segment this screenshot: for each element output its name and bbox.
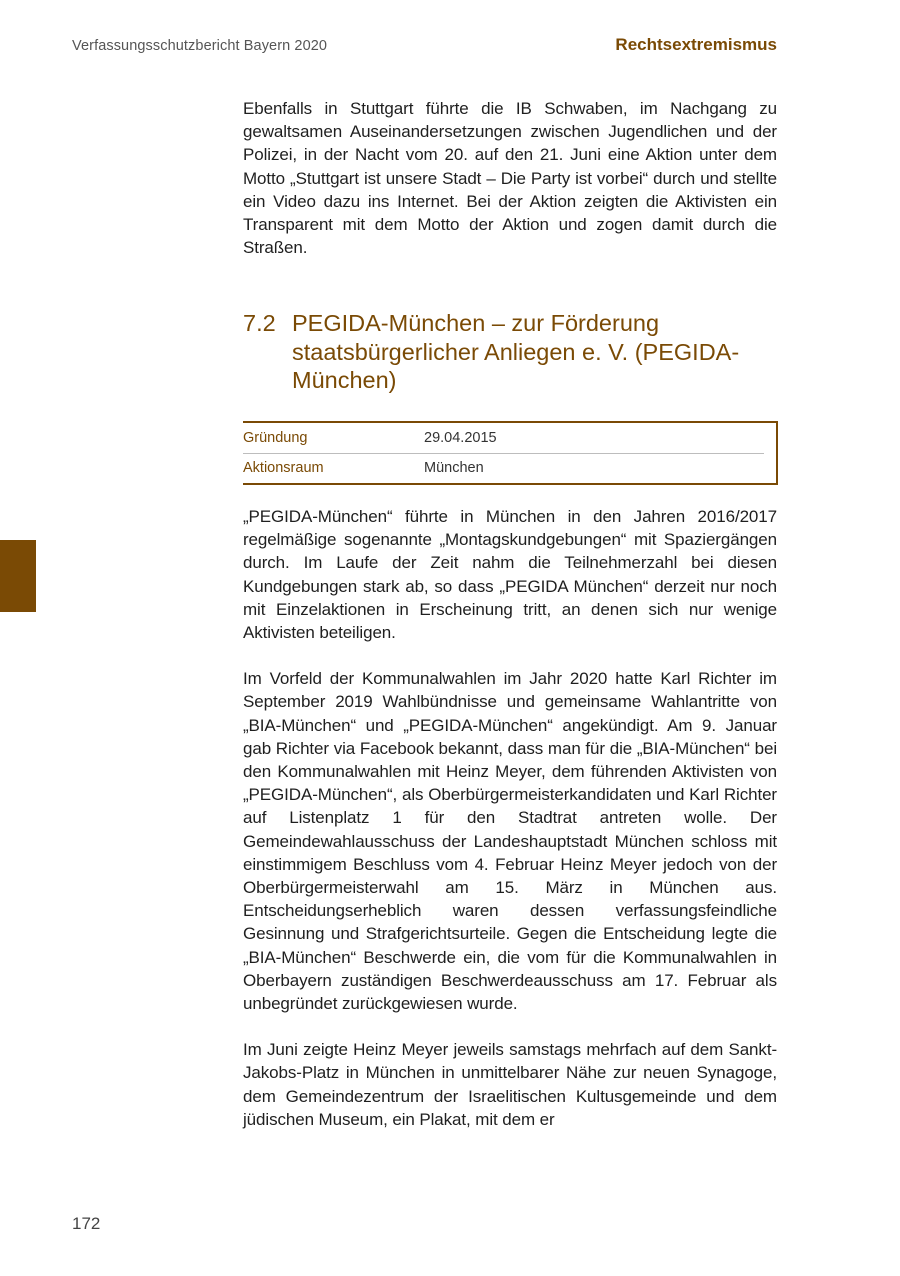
chapter-side-tab [0, 540, 36, 612]
info-value: 29.04.2015 [424, 429, 497, 446]
body-paragraph-3: Im Juni zeigte Heinz Meyer jeweils samstags mehrfach auf dem Sankt-Jakobs-Platz in München in unmittelbarer Nähe zur neuen Synagoge, dem Gemeindezentrum der Israelitischen Kultusgemeinde und dem jüdischen Museum, ein Plakat, mit dem er [243, 1040, 777, 1129]
body-paragraph-1: „PEGIDA-München“ führte in München in den Jahren 2016/2017 regelmäßige sogenannte „Montagskundgebungen“ mit Spaziergängen durch. Im Laufe der Zeit nahm die Teilnehmerzahl bei diesen Kundgebungen stark ab, so dass „PEGIDA München“ derzeit nur noch mit Einzelaktionen in Erscheinung tritt, an denen sich nur wenige Aktivisten beteiligen. [243, 506, 777, 642]
section-number: 7.2 [243, 310, 276, 337]
section-title: PEGIDA-München – zur Förderung staatsbürgerlicher Anliegen e. V. (PEGIDA-München) [292, 310, 740, 394]
running-header-chapter: Rechtsextremismus [615, 35, 777, 54]
page-number: 172 [72, 1214, 101, 1233]
page-content [243, 97, 777, 1131]
info-label: Gründung [243, 429, 308, 446]
info-box [243, 421, 778, 485]
intro-paragraph: Ebenfalls in Stuttgart führte die IB Schwaben, im Nachgang zu gewaltsamen Auseinandersetzungen zwischen Jugendlichen und der Polizei, in der Nacht vom 20. auf den 21. Juni eine Aktion unter dem Motto „Stuttgart ist unsere Stadt – Die Party ist vorbei“ durch und stellte ein Video dazu ins Internet. Bei der Aktion zeigten die Aktivisten ein Transparent mit dem Motto der Aktion und zogen damit durch die Straßen. [243, 99, 777, 258]
section-heading [243, 309, 777, 395]
info-row-aktionsraum [243, 453, 764, 483]
info-row-gruendung [243, 423, 764, 453]
running-header-title: Verfassungsschutzbericht Bayern 2020 [72, 38, 328, 54]
info-label: Aktionsraum [243, 460, 324, 477]
info-value: München [424, 460, 484, 477]
body-paragraph-2: Im Vorfeld der Kommunalwahlen im Jahr 2020 hatte Karl Richter im September 2019 Wahlbündnisse und gemeinsame Wahlantritte von „BIA-München“ und „PEGIDA-München“ angekündigt. Am 9. Januar gab Richter via Facebook bekannt, dass man für die „BIA-München“ bei den Kommunalwahlen mit Heinz Meyer, dem führenden Aktivisten von „PEGIDA-München“, als Oberbürgermeisterkandidaten und Karl Richter auf Listenplatz 1 für den Stadtrat antreten wolle. Der Gemeindewahlausschuss der Landeshauptstadt München schloss mit einstimmigem Beschluss vom 4. Februar Heinz Meyer jedoch von der Oberbürgermeisterwahl am 15. März in München aus. Entscheidungserheblich waren dessen verfassungsfeindliche Gesinnung und Strafgerichtsurteile. Gegen die Entscheidung legte die „BIA-München“ Beschwerde ein, die vom für die Kommunalwahlen in Oberbayern zuständigen Beschwerdeausschuss am 17. Februar als unbegründet zurückgewiesen wurde. [243, 669, 777, 1013]
